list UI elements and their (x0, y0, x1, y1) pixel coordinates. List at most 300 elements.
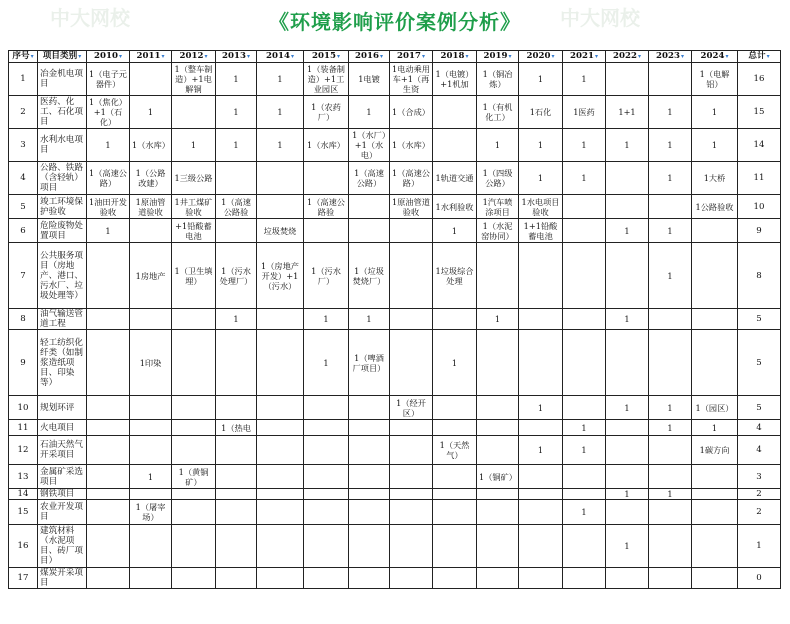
column-header[interactable] (563, 51, 606, 63)
table-row (9, 243, 781, 309)
filter-dropdown-icon[interactable]: ▾ (766, 53, 770, 60)
year-cell: 1 (606, 309, 649, 330)
watermark-left: 中大网校 (50, 6, 130, 30)
year-cell: 1水电项目验收 (519, 195, 563, 219)
column-header-label: 2015 (312, 51, 336, 61)
year-cell: 1 (692, 96, 738, 129)
table-row (9, 330, 781, 396)
column-header[interactable] (172, 51, 216, 63)
year-cell (519, 489, 563, 500)
year-cell: 1 (433, 219, 477, 243)
year-cell (519, 525, 563, 568)
row-number: 10 (9, 396, 38, 420)
year-cell (130, 420, 172, 436)
year-cell: 1（合成） (390, 96, 433, 129)
year-cell (130, 525, 172, 568)
year-cell (390, 500, 433, 525)
year-cell (519, 465, 563, 489)
year-cell (606, 500, 649, 525)
year-cell (172, 568, 216, 589)
year-cell (563, 489, 606, 500)
year-cell: 1 (649, 129, 692, 162)
year-cell (649, 309, 692, 330)
year-cell (87, 465, 130, 489)
year-cell: 1房地产 (130, 243, 172, 309)
year-cell (433, 489, 477, 500)
filter-dropdown-icon[interactable]: ▾ (118, 53, 122, 60)
year-cell (216, 525, 257, 568)
column-header-label: 2021 (570, 51, 594, 61)
table-row (9, 500, 781, 525)
year-cell (649, 568, 692, 589)
year-cell (304, 162, 349, 195)
table-row (9, 489, 781, 500)
year-cell: 1（卫生填埋） (172, 243, 216, 309)
year-cell: 1汽车喷涂项目 (477, 195, 519, 219)
year-cell: 1（黄铜矿） (172, 465, 216, 489)
year-cell (172, 525, 216, 568)
row-total: 2 (738, 489, 781, 500)
year-cell (87, 500, 130, 525)
filter-dropdown-icon[interactable]: ▾ (290, 53, 294, 60)
year-cell (257, 500, 304, 525)
year-cell (257, 568, 304, 589)
year-cell: 1 (606, 489, 649, 500)
year-cell: 1油田开发验收 (87, 195, 130, 219)
year-cell (257, 309, 304, 330)
year-cell: 1 (649, 396, 692, 420)
column-header[interactable] (216, 51, 257, 63)
year-cell (519, 568, 563, 589)
year-cell (692, 489, 738, 500)
year-cell (216, 330, 257, 396)
year-cell: 1水利验收 (433, 195, 477, 219)
year-cell (477, 243, 519, 309)
project-category: 煤炭开采项目 (38, 568, 87, 589)
row-number: 4 (9, 162, 38, 195)
year-cell: 1三级公路 (172, 162, 216, 195)
year-cell (216, 219, 257, 243)
project-category: 公路、铁路（含轻轨）项目 (38, 162, 87, 195)
project-category: 金属矿采选项目 (38, 465, 87, 489)
year-cell (477, 396, 519, 420)
column-header-label: 2012 (179, 51, 204, 61)
year-cell (692, 219, 738, 243)
year-cell (606, 436, 649, 465)
year-cell: 1 (349, 309, 390, 330)
filter-dropdown-icon[interactable]: ▾ (379, 53, 383, 60)
year-cell (172, 96, 216, 129)
filter-dropdown-icon[interactable]: ▾ (204, 53, 208, 60)
year-cell: 1（四级公路） (477, 162, 519, 195)
year-cell (257, 489, 304, 500)
year-cell (349, 396, 390, 420)
year-cell: 1（经开区） (390, 396, 433, 420)
row-total: 9 (738, 219, 781, 243)
year-cell: 1医药 (563, 96, 606, 129)
row-total: 4 (738, 420, 781, 436)
year-cell (130, 219, 172, 243)
year-cell (649, 330, 692, 396)
year-cell (172, 436, 216, 465)
year-cell (390, 489, 433, 500)
year-cell (130, 568, 172, 589)
year-cell: 1（铜矿） (477, 465, 519, 489)
filter-dropdown-icon[interactable]: ▾ (637, 53, 641, 60)
filter-dropdown-icon[interactable]: ▾ (508, 53, 512, 60)
year-cell (304, 568, 349, 589)
filter-dropdown-icon[interactable]: ▾ (465, 53, 469, 60)
header-row (9, 51, 781, 63)
year-cell (606, 243, 649, 309)
filter-dropdown-icon[interactable]: ▾ (161, 53, 165, 60)
year-cell (304, 420, 349, 436)
year-cell (563, 465, 606, 489)
year-cell: 1（污水厂） (304, 243, 349, 309)
year-cell (349, 465, 390, 489)
filter-dropdown-icon[interactable]: ▾ (594, 53, 598, 60)
year-cell: 1 (563, 129, 606, 162)
column-header[interactable] (349, 51, 390, 63)
table-row (9, 465, 781, 489)
year-cell (87, 330, 130, 396)
year-cell (563, 219, 606, 243)
column-header[interactable] (433, 51, 477, 63)
year-cell (257, 465, 304, 489)
year-cell: 1 (257, 63, 304, 96)
row-total: 5 (738, 309, 781, 330)
filter-dropdown-icon[interactable]: ▾ (551, 53, 555, 60)
year-cell (87, 243, 130, 309)
column-header[interactable] (692, 51, 738, 63)
table-row (9, 162, 781, 195)
table-row (9, 436, 781, 465)
year-cell (87, 525, 130, 568)
year-cell (563, 568, 606, 589)
filter-dropdown-icon[interactable]: ▾ (30, 53, 34, 60)
year-cell (606, 195, 649, 219)
row-total: 4 (738, 436, 781, 465)
column-header[interactable] (649, 51, 692, 63)
year-cell: 1 (87, 219, 130, 243)
year-cell (216, 436, 257, 465)
row-total: 14 (738, 129, 781, 162)
year-cell (433, 396, 477, 420)
year-cell: 1 (606, 129, 649, 162)
column-header-label: 序号 (12, 51, 30, 61)
year-cell (649, 525, 692, 568)
project-category: 火电项目 (38, 420, 87, 436)
year-cell (216, 396, 257, 420)
year-cell (563, 396, 606, 420)
year-cell: 1 (257, 129, 304, 162)
year-cell: 1 (87, 129, 130, 162)
year-cell (216, 500, 257, 525)
project-category: 危险废物处置项目 (38, 219, 87, 243)
year-cell (519, 243, 563, 309)
year-cell (692, 309, 738, 330)
column-header-label: 2017 (397, 51, 421, 61)
year-cell (477, 525, 519, 568)
table-row (9, 195, 781, 219)
year-cell (390, 219, 433, 243)
project-category: 轻工纺织化纤类（如制浆造纸项目、印染等） (38, 330, 87, 396)
table-row (9, 63, 781, 96)
year-cell (349, 525, 390, 568)
year-cell: 1（屠宰场） (130, 500, 172, 525)
row-number: 3 (9, 129, 38, 162)
year-cell: 1（热电 (216, 420, 257, 436)
table-row (9, 219, 781, 243)
year-cell: 垃圾焚烧 (257, 219, 304, 243)
year-cell (304, 396, 349, 420)
year-cell (390, 243, 433, 309)
column-header[interactable] (304, 51, 349, 63)
year-cell: 1 (563, 63, 606, 96)
row-total: 16 (738, 63, 781, 96)
year-cell: 1（水库） (130, 129, 172, 162)
column-header-label: 2011 (136, 51, 161, 61)
year-cell: 1（水厂）+1（水电） (349, 129, 390, 162)
year-cell: 1 (519, 396, 563, 420)
year-cell: 1（公路改建） (130, 162, 172, 195)
row-total: 3 (738, 465, 781, 489)
year-cell (130, 309, 172, 330)
column-header[interactable] (38, 51, 87, 63)
column-header-label: 2014 (266, 51, 290, 61)
column-header[interactable] (519, 51, 563, 63)
year-cell: 1（高速公路） (390, 162, 433, 195)
year-cell (130, 63, 172, 96)
column-header-label: 2023 (656, 51, 680, 61)
filter-dropdown-icon[interactable]: ▾ (336, 53, 340, 60)
year-cell (477, 489, 519, 500)
year-cell (649, 63, 692, 96)
column-header[interactable] (257, 51, 304, 63)
year-cell: 1 (216, 129, 257, 162)
project-category: 农业开发项目 (38, 500, 87, 525)
year-cell: 1 (130, 465, 172, 489)
year-cell: 1大桥 (692, 162, 738, 195)
year-cell (433, 568, 477, 589)
year-cell: 1 (349, 96, 390, 129)
year-cell (130, 436, 172, 465)
row-number: 6 (9, 219, 38, 243)
column-header-label: 2010 (94, 51, 118, 61)
year-cell: 1电镀 (349, 63, 390, 96)
year-cell (519, 330, 563, 396)
year-cell: 1（高速公路） (349, 162, 390, 195)
year-cell (390, 420, 433, 436)
year-cell: 1 (649, 219, 692, 243)
year-cell (349, 500, 390, 525)
year-cell (649, 465, 692, 489)
column-header[interactable] (130, 51, 172, 63)
year-cell (216, 568, 257, 589)
year-cell: 1 (304, 330, 349, 396)
project-category: 冶金机电项目 (38, 63, 87, 96)
column-header[interactable] (738, 51, 781, 63)
filter-dropdown-icon[interactable]: ▾ (725, 53, 729, 60)
filter-dropdown-icon[interactable]: ▾ (680, 53, 684, 60)
year-cell: 1 (519, 436, 563, 465)
year-cell (349, 219, 390, 243)
year-cell (433, 420, 477, 436)
year-cell (606, 420, 649, 436)
year-cell: 1+1 (606, 96, 649, 129)
year-cell: 1 (216, 309, 257, 330)
year-cell: 1 (606, 396, 649, 420)
year-cell (692, 500, 738, 525)
row-number: 12 (9, 436, 38, 465)
year-cell: 1碳方向 (692, 436, 738, 465)
table-row (9, 420, 781, 436)
year-cell (692, 465, 738, 489)
year-cell: 1（农药厂） (304, 96, 349, 129)
year-cell: 1 (563, 500, 606, 525)
column-header-label: 2022 (613, 51, 637, 61)
year-cell: 1 (433, 330, 477, 396)
year-cell (563, 330, 606, 396)
year-cell: 1垃圾综合处理 (433, 243, 477, 309)
year-cell (172, 309, 216, 330)
project-category: 规划环评 (38, 396, 87, 420)
year-cell (649, 436, 692, 465)
filter-dropdown-icon[interactable]: ▾ (246, 53, 250, 60)
column-header-label: 2019 (483, 51, 508, 61)
year-cell: 1（高速公路验 (304, 195, 349, 219)
year-cell (257, 525, 304, 568)
row-total: 0 (738, 568, 781, 589)
column-header[interactable] (390, 51, 433, 63)
year-cell (349, 568, 390, 589)
year-cell: 1 (649, 162, 692, 195)
column-header[interactable] (477, 51, 519, 63)
year-cell (257, 195, 304, 219)
year-cell (349, 489, 390, 500)
year-cell: 1（园区） (692, 396, 738, 420)
row-number: 2 (9, 96, 38, 129)
year-cell (433, 129, 477, 162)
column-header-label: 2020 (526, 51, 551, 61)
year-cell: 1原油管道验收 (390, 195, 433, 219)
row-number: 9 (9, 330, 38, 396)
year-cell (87, 420, 130, 436)
column-header-label: 2013 (222, 51, 246, 61)
year-cell (606, 330, 649, 396)
year-cell: 1 (606, 525, 649, 568)
year-cell (692, 243, 738, 309)
year-cell (257, 330, 304, 396)
year-cell: +1铅酸蓄电池 (172, 219, 216, 243)
year-cell (477, 330, 519, 396)
year-cell (304, 219, 349, 243)
year-cell (216, 465, 257, 489)
row-number: 8 (9, 309, 38, 330)
year-cell (477, 500, 519, 525)
row-number: 1 (9, 63, 38, 96)
year-cell (172, 500, 216, 525)
row-total: 15 (738, 96, 781, 129)
year-cell: 1石化 (519, 96, 563, 129)
year-cell (692, 330, 738, 396)
year-cell (257, 162, 304, 195)
year-cell: 1 (519, 63, 563, 96)
column-header-label: 总计 (748, 51, 766, 61)
filter-dropdown-icon[interactable]: ▾ (78, 53, 82, 60)
year-cell (606, 465, 649, 489)
row-total: 10 (738, 195, 781, 219)
year-cell (349, 436, 390, 465)
year-cell (172, 396, 216, 420)
row-total: 5 (738, 330, 781, 396)
year-cell: 1（焦化）+1（石化） (87, 96, 130, 129)
column-header[interactable] (606, 51, 649, 63)
year-cell: 1 (649, 489, 692, 500)
year-cell (692, 525, 738, 568)
year-cell (130, 396, 172, 420)
column-header[interactable] (87, 51, 130, 63)
year-cell: 1轨道交通 (433, 162, 477, 195)
year-cell: 1+1铅酸蓄电池 (519, 219, 563, 243)
row-number: 7 (9, 243, 38, 309)
year-cell (130, 489, 172, 500)
year-cell (649, 195, 692, 219)
year-cell (390, 436, 433, 465)
year-cell (87, 568, 130, 589)
year-cell (563, 525, 606, 568)
year-cell (172, 420, 216, 436)
column-header-label: 2024 (700, 51, 725, 61)
year-cell (390, 330, 433, 396)
column-header-label: 2018 (440, 51, 465, 61)
year-cell: 1（水库） (304, 129, 349, 162)
table-row (9, 568, 781, 589)
year-cell: 1 (563, 436, 606, 465)
project-category: 石油天然气开采项目 (38, 436, 87, 465)
year-cell (519, 309, 563, 330)
project-category: 建筑材料（水泥项目、砖厂项目） (38, 525, 87, 568)
filter-dropdown-icon[interactable]: ▾ (421, 53, 425, 60)
row-number: 14 (9, 489, 38, 500)
year-cell (477, 420, 519, 436)
year-cell (433, 500, 477, 525)
row-number: 11 (9, 420, 38, 436)
year-cell: 1（有机化工） (477, 96, 519, 129)
year-cell: 1（高速公路验 (216, 195, 257, 219)
year-cell (390, 309, 433, 330)
column-header[interactable] (9, 51, 38, 63)
row-number: 16 (9, 525, 38, 568)
table-row (9, 309, 781, 330)
project-category: 油气输送管道工程 (38, 309, 87, 330)
year-cell: 1 (216, 96, 257, 129)
year-cell: 1 (519, 129, 563, 162)
year-cell: 1 (257, 96, 304, 129)
year-cell (433, 96, 477, 129)
year-cell: 1 (477, 309, 519, 330)
year-cell (304, 465, 349, 489)
year-cell (87, 396, 130, 420)
year-cell: 1（垃圾焚烧厂） (349, 243, 390, 309)
year-cell: 1 (519, 162, 563, 195)
year-cell (216, 162, 257, 195)
year-cell (433, 309, 477, 330)
year-cell: 1公路验收 (692, 195, 738, 219)
row-total: 5 (738, 396, 781, 420)
year-cell (349, 195, 390, 219)
year-cell: 1 (606, 219, 649, 243)
